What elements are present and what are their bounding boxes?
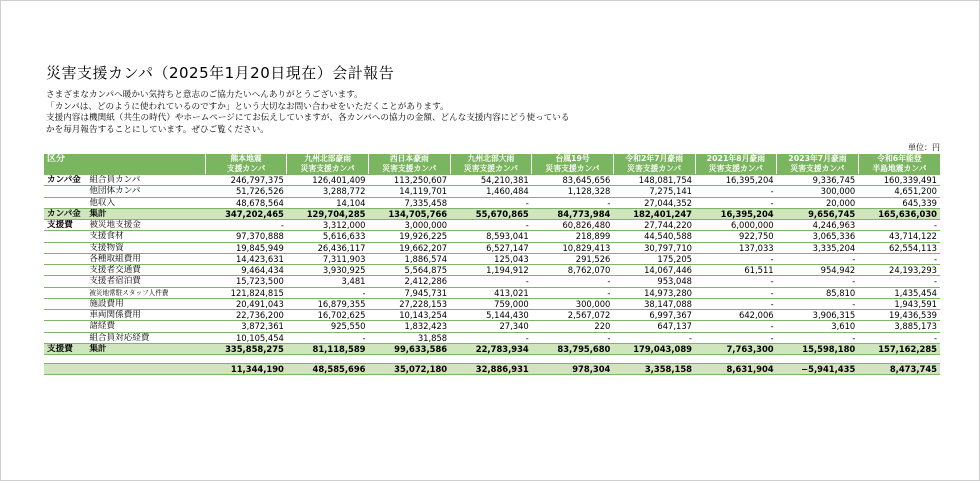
row-label: 集計	[86, 208, 205, 219]
cell-value: 759,000	[450, 298, 532, 309]
column-header-sub: 災害支援カンパ	[532, 164, 614, 175]
cell-value: 5,564,875	[369, 265, 451, 276]
row-category	[44, 186, 86, 197]
cell-value: 7,335,458	[369, 197, 451, 208]
cell-value: 15,723,500	[205, 276, 287, 287]
cell-value: 35,072,180	[369, 364, 451, 375]
cell-value: 642,006	[695, 310, 777, 321]
cell-value: 300,000	[777, 186, 859, 197]
cell-value: 922,750	[695, 231, 777, 242]
table-row	[44, 298, 940, 309]
column-header: 西日本豪雨	[369, 154, 451, 164]
row-label: 他収入	[86, 197, 205, 208]
cell-value: 291,526	[532, 253, 614, 264]
row-label: 被災地常駐スタッフ人件費	[86, 287, 205, 298]
spacer-row	[44, 355, 940, 364]
cell-value: -	[858, 253, 940, 264]
cell-value: 1,943,591	[858, 298, 940, 309]
cell-value: 19,845,949	[205, 242, 287, 253]
row-label: 組合員対応経費	[86, 332, 205, 343]
cell-value: 3,885,173	[858, 321, 940, 332]
intro-line: かを毎月報告することにしています。ぜひご覧ください。	[46, 124, 269, 135]
cell-value: 4,651,200	[858, 186, 940, 197]
cell-value: 4,246,963	[777, 220, 859, 231]
cell-value: 1,460,484	[450, 186, 532, 197]
cell-value: 2,567,072	[532, 310, 614, 321]
cell-value: 7,275,141	[613, 186, 695, 197]
row-label	[86, 355, 205, 364]
accounting-table	[44, 154, 940, 375]
cell-value: 126,401,409	[287, 175, 369, 186]
row-category	[44, 253, 86, 264]
cell-value	[777, 355, 859, 364]
cell-value: 1,886,574	[369, 253, 451, 264]
header-blank	[44, 164, 205, 175]
table-row	[44, 265, 940, 276]
cell-value: 182,401,247	[613, 208, 695, 219]
cell-value: 30,797,710	[613, 242, 695, 253]
table-row	[44, 310, 940, 321]
cell-value: 85,810	[777, 287, 859, 298]
cell-value: 9,656,745	[777, 208, 859, 219]
cell-value: -	[450, 332, 532, 343]
table-row	[44, 253, 940, 264]
cell-value: -	[613, 332, 695, 343]
cell-value: 3,000,000	[369, 220, 451, 231]
intro-text	[46, 90, 569, 136]
cell-value: 9,464,434	[205, 265, 287, 276]
column-header-sub: 災害支援カンパ	[613, 164, 695, 175]
column-header-sub: 半島地震カンパ	[858, 164, 940, 175]
cell-value: 84,773,984	[532, 208, 614, 219]
table-body	[44, 154, 940, 375]
cell-value: 55,670,865	[450, 208, 532, 219]
page-title: 災害支援カンパ（2025年1月20日現在）会計報告	[46, 64, 395, 82]
cell-value: 1,435,454	[858, 287, 940, 298]
cell-value: −5,941,435	[777, 364, 859, 375]
cell-value: -	[532, 276, 614, 287]
cell-value: 14,973,280	[613, 287, 695, 298]
cell-value: -	[532, 197, 614, 208]
total-row	[44, 343, 940, 354]
row-label: 施設費用	[86, 298, 205, 309]
row-label: 支援物資	[86, 242, 205, 253]
cell-value	[450, 355, 532, 364]
row-category	[44, 265, 86, 276]
cell-value: 27,744,220	[613, 220, 695, 231]
cell-value: 925,550	[287, 321, 369, 332]
cell-value: 7,763,300	[695, 343, 777, 354]
table-row	[44, 220, 940, 231]
cell-value: -	[695, 287, 777, 298]
total-row	[44, 208, 940, 219]
column-header-sub: 支援カンパ	[205, 164, 287, 175]
table-row	[44, 175, 940, 186]
cell-value: 157,162,285	[858, 343, 940, 354]
cell-value: 3,930,925	[287, 265, 369, 276]
cell-value: 31,858	[369, 332, 451, 343]
row-category	[44, 287, 86, 298]
row-category	[44, 355, 86, 364]
column-header-sub: 災害支援カンパ	[695, 164, 777, 175]
row-label: 集計	[86, 343, 205, 354]
cell-value: -	[858, 276, 940, 287]
row-label: 支援者宿泊費	[86, 276, 205, 287]
column-header: 台風19号	[532, 154, 614, 164]
cell-value: 160,339,491	[858, 175, 940, 186]
row-category: カンパ金	[44, 208, 86, 219]
cell-value: 954,942	[777, 265, 859, 276]
balance-row	[44, 364, 940, 375]
cell-value: 8,631,904	[695, 364, 777, 375]
cell-value: 14,119,701	[369, 186, 451, 197]
row-category	[44, 321, 86, 332]
cell-value: 300,000	[532, 298, 614, 309]
cell-value: 3,906,315	[777, 310, 859, 321]
cell-value: 246,797,375	[205, 175, 287, 186]
cell-value: 16,879,355	[287, 298, 369, 309]
cell-value: 8,762,070	[532, 265, 614, 276]
cell-value: 6,000,000	[695, 220, 777, 231]
header-row	[44, 164, 940, 175]
cell-value: 3,065,336	[777, 231, 859, 242]
cell-value: 3,288,772	[287, 186, 369, 197]
cell-value: 5,616,633	[287, 231, 369, 242]
cell-value: 953,048	[613, 276, 695, 287]
cell-value: -	[695, 253, 777, 264]
cell-value: 16,702,625	[287, 310, 369, 321]
cell-value	[858, 355, 940, 364]
cell-value: 48,585,696	[287, 364, 369, 375]
cell-value: -	[695, 186, 777, 197]
column-header-sub: 災害支援カンパ	[450, 164, 532, 175]
intro-line: 支援内容は機関紙（共生の時代）やホームページにてお伝えしていますが、各カンパへの協力の金額、どんな支援内容にどう使っている	[46, 113, 570, 124]
cell-value: 8,473,745	[858, 364, 940, 375]
row-label: 諸経費	[86, 321, 205, 332]
column-header: 2021年8月豪雨	[695, 154, 777, 164]
cell-value: 347,202,465	[205, 208, 287, 219]
cell-value: 978,304	[532, 364, 614, 375]
header-row	[44, 154, 940, 164]
cell-value: -	[205, 220, 287, 231]
cell-value	[695, 355, 777, 364]
row-category: 支援費	[44, 220, 86, 231]
row-category	[44, 276, 86, 287]
cell-value: 97,370,888	[205, 231, 287, 242]
cell-value: 218,899	[532, 231, 614, 242]
table-row	[44, 231, 940, 242]
cell-value: 10,143,254	[369, 310, 451, 321]
row-category	[44, 242, 86, 253]
cell-value: 1,128,328	[532, 186, 614, 197]
cell-value	[287, 355, 369, 364]
cell-value: 6,997,367	[613, 310, 695, 321]
cell-value	[532, 355, 614, 364]
cell-value: 54,210,381	[450, 175, 532, 186]
cell-value: -	[532, 332, 614, 343]
cell-value: 22,736,200	[205, 310, 287, 321]
cell-value: 165,636,030	[858, 208, 940, 219]
cell-value: 32,886,931	[450, 364, 532, 375]
cell-value: 129,704,285	[287, 208, 369, 219]
cell-value: 179,043,089	[613, 343, 695, 354]
cell-value: 1,194,912	[450, 265, 532, 276]
cell-value: -	[287, 287, 369, 298]
table-row	[44, 197, 940, 208]
table-row	[44, 332, 940, 343]
row-label: 車両関係費用	[86, 310, 205, 321]
cell-value: 3,610	[777, 321, 859, 332]
column-header-sub: 災害支援カンパ	[369, 164, 451, 175]
cell-value: 19,662,207	[369, 242, 451, 253]
cell-value: 413,021	[450, 287, 532, 298]
column-header-sub: 災害支援カンパ	[777, 164, 859, 175]
cell-value: -	[450, 220, 532, 231]
cell-value: 83,645,656	[532, 175, 614, 186]
cell-value: 27,044,352	[613, 197, 695, 208]
cell-value: 27,340	[450, 321, 532, 332]
column-header: 2023年7月豪雨	[777, 154, 859, 164]
cell-value: 10,105,454	[205, 332, 287, 343]
row-label: 支援食材	[86, 231, 205, 242]
cell-value: 647,137	[613, 321, 695, 332]
column-header: 九州北部豪雨	[287, 154, 369, 164]
cell-value: 16,395,204	[695, 175, 777, 186]
row-category	[44, 332, 86, 343]
row-label: 各種取組費用	[86, 253, 205, 264]
cell-value: 335,858,275	[205, 343, 287, 354]
cell-value: -	[777, 276, 859, 287]
cell-value: 2,412,286	[369, 276, 451, 287]
cell-value: -	[777, 298, 859, 309]
unit-label: 単位：円	[908, 143, 940, 152]
row-label: 被災地支援金	[86, 220, 205, 231]
cell-value: 175,205	[613, 253, 695, 264]
table-row	[44, 321, 940, 332]
cell-value: 5,144,430	[450, 310, 532, 321]
cell-value: 48,678,564	[205, 197, 287, 208]
cell-value: 20,491,043	[205, 298, 287, 309]
column-header: 九州北部大雨	[450, 154, 532, 164]
cell-value: -	[450, 197, 532, 208]
cell-value: 99,633,586	[369, 343, 451, 354]
cell-value: 60,826,480	[532, 220, 614, 231]
cell-value: 3,312,000	[287, 220, 369, 231]
cell-value: -	[695, 321, 777, 332]
column-header-sub: 災害支援カンパ	[287, 164, 369, 175]
cell-value: 645,339	[858, 197, 940, 208]
cell-value: -	[450, 276, 532, 287]
cell-value: 14,104	[287, 197, 369, 208]
cell-value: -	[858, 220, 940, 231]
row-category	[44, 197, 86, 208]
row-label	[86, 364, 205, 375]
cell-value: 3,872,361	[205, 321, 287, 332]
cell-value	[613, 355, 695, 364]
cell-value: -	[287, 332, 369, 343]
cell-value: 27,228,153	[369, 298, 451, 309]
cell-value: 15,598,180	[777, 343, 859, 354]
cell-value: 22,783,934	[450, 343, 532, 354]
cell-value: -	[777, 332, 859, 343]
cell-value: 148,081,754	[613, 175, 695, 186]
cell-value: 3,335,204	[777, 242, 859, 253]
row-category: カンパ金	[44, 175, 86, 186]
cell-value: 81,118,589	[287, 343, 369, 354]
cell-value: 125,043	[450, 253, 532, 264]
cell-value: -	[695, 276, 777, 287]
cell-value: 7,311,903	[287, 253, 369, 264]
cell-value: -	[695, 332, 777, 343]
cell-value	[205, 355, 287, 364]
cell-value: 26,436,117	[287, 242, 369, 253]
cell-value: -	[695, 298, 777, 309]
row-label: 支援者交通費	[86, 265, 205, 276]
cell-value: 14,423,631	[205, 253, 287, 264]
cell-value: 11,344,190	[205, 364, 287, 375]
cell-value: 24,193,293	[858, 265, 940, 276]
row-label: 他団体カンパ	[86, 186, 205, 197]
cell-value: 113,250,607	[369, 175, 451, 186]
row-category	[44, 310, 86, 321]
cell-value: 44,540,588	[613, 231, 695, 242]
cell-value: 61,511	[695, 265, 777, 276]
cell-value: 38,147,088	[613, 298, 695, 309]
table-row	[44, 276, 940, 287]
intro-line: 「カンパは、どのように使われているのですか」という大切なお問い合わせをいただくことがあります。	[46, 101, 449, 112]
cell-value: 43,714,122	[858, 231, 940, 242]
cell-value: 134,705,766	[369, 208, 451, 219]
cell-value: 8,593,041	[450, 231, 532, 242]
cell-value: 121,824,815	[205, 287, 287, 298]
cell-value: 16,395,204	[695, 208, 777, 219]
cell-value: 20,000	[777, 197, 859, 208]
cell-value: 220	[532, 321, 614, 332]
cell-value: -	[777, 253, 859, 264]
cell-value: 6,527,147	[450, 242, 532, 253]
cell-value: -	[695, 197, 777, 208]
table-row	[44, 242, 940, 253]
row-category	[44, 231, 86, 242]
column-header: 熊本地震	[205, 154, 287, 164]
cell-value: 14,067,446	[613, 265, 695, 276]
cell-value: 10,829,413	[532, 242, 614, 253]
cell-value: 137,033	[695, 242, 777, 253]
cell-value: 51,726,526	[205, 186, 287, 197]
cell-value: 83,795,680	[532, 343, 614, 354]
cell-value	[369, 355, 451, 364]
cell-value: -	[858, 332, 940, 343]
table-row	[44, 186, 940, 197]
column-header: 令和6年能登	[858, 154, 940, 164]
cell-value: 62,554,113	[858, 242, 940, 253]
cell-value: 9,336,745	[777, 175, 859, 186]
cell-value: 1,832,423	[369, 321, 451, 332]
row-category	[44, 298, 86, 309]
header-category: 区分	[44, 154, 205, 164]
intro-line: さまざまなカンパへ暖かい気持ちと意志のご協力たいへんありがとうございます。	[46, 90, 363, 100]
column-header: 令和2年7月豪雨	[613, 154, 695, 164]
row-category: 支援費	[44, 343, 86, 354]
cell-value: 3,481	[287, 276, 369, 287]
cell-value: -	[532, 287, 614, 298]
cell-value: 19,926,225	[369, 231, 451, 242]
table-row	[44, 287, 940, 298]
cell-value: 7,945,731	[369, 287, 451, 298]
cell-value: 19,436,539	[858, 310, 940, 321]
row-label: 組合員カンパ	[86, 175, 205, 186]
cell-value: 3,358,158	[613, 364, 695, 375]
row-category	[44, 364, 86, 375]
